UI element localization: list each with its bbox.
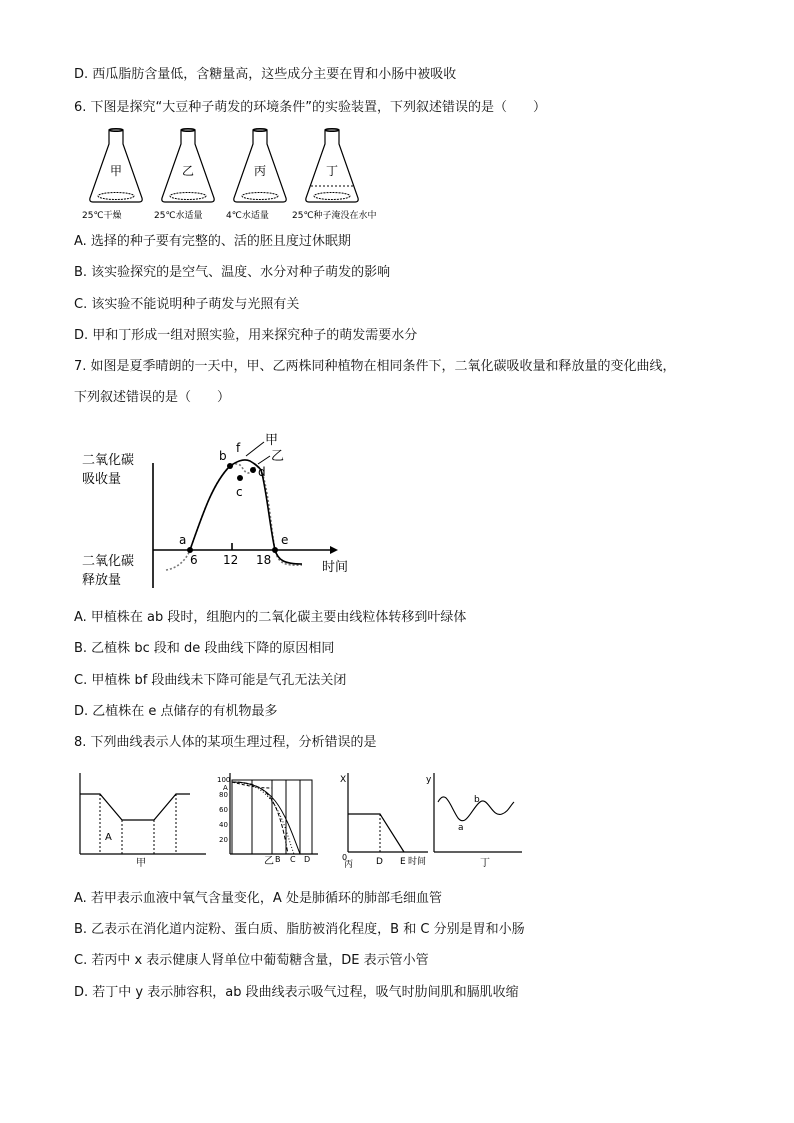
bing-axis-x: X — [340, 775, 347, 785]
point-e: e — [281, 533, 289, 547]
graph-yi — [217, 773, 318, 867]
yi-mark-d: D — [304, 855, 311, 864]
bing-mark-e: E — [400, 857, 406, 867]
yi-tick-100: 100 — [217, 776, 231, 784]
seed-layer — [314, 193, 350, 200]
tick-12: 12 — [223, 553, 239, 567]
q8-stem: 8. 下列曲线表示人体的某项生理过程，分析错误的是 — [74, 735, 377, 750]
seed-layer — [98, 193, 134, 200]
ding-mark-a: a — [458, 823, 464, 833]
yi-caption: 乙 — [264, 856, 274, 867]
flask-label: 丁 — [326, 164, 339, 178]
flask-caption: 25℃干燥 — [82, 211, 122, 221]
y-top-label2: 吸收量 — [82, 472, 122, 487]
bing-mark-d: D — [376, 857, 383, 867]
q6-option-c: C. 该实验不能说明种子萌发与光照有关 — [74, 297, 300, 312]
q6-stem: 6. 下图是探究“大豆种子萌发的环境条件”的实验装置，下列叙述错误的是（ ） — [74, 100, 547, 115]
yi-tick-80: 80 — [219, 791, 228, 799]
q7-option-a: A. 甲植株在 ab 段时，组胞内的二氧化碳主要由线粒体转移到叶绿体 — [74, 610, 467, 625]
q7-option-d: D. 乙植株在 e 点储存的有机物最多 — [74, 704, 278, 719]
yi-mark-c: C — [290, 855, 296, 864]
flask-caption: 25℃水适量 — [154, 211, 203, 221]
y-bottom-label2: 释放量 — [82, 573, 122, 588]
point-a: a — [179, 533, 187, 547]
point-b: b — [219, 449, 227, 463]
y-bottom-label: 二氧化碳 — [82, 554, 135, 569]
q7-option-c: C. 甲植株 bf 段曲线未下降可能是气孔无法关闭 — [74, 673, 347, 688]
flask-label: 乙 — [182, 164, 195, 178]
flask-3 — [226, 129, 286, 222]
curve-jia — [190, 460, 302, 564]
q6-option-b: B. 该实验探究的是空气、温度、水分对种子萌发的影响 — [74, 265, 391, 280]
q7-stem-line1: 7. 如图是夏季晴朗的一天中，甲、乙两株同种植物在相同条件下，二氧化碳吸收量和释放量的变化曲线， — [74, 359, 676, 374]
graph-bing — [340, 773, 428, 868]
q7-option-b: B. 乙植株 bc 段和 de 段曲线下降的原因相同 — [74, 641, 335, 656]
tick-18: 18 — [256, 553, 272, 567]
point-f: f — [236, 441, 241, 455]
physio-graphs — [78, 768, 528, 868]
q5-option-d: D. 西瓜脂肪含量低，含糖量高，这些成分主要在胃和小肠中被吸收 — [74, 67, 457, 82]
bing-x-label: 时间 — [408, 857, 427, 867]
point-c: c — [236, 485, 243, 499]
flask-4 — [292, 129, 377, 222]
yi-mark-a: A — [223, 784, 228, 792]
flask-figure — [82, 128, 402, 224]
legend-jia: 甲 — [265, 433, 279, 448]
q8-option-d: D. 若丁中 y 表示肺容积，ab 段曲线表示吸气过程，吸气时肋间肌和膈肌收缩 — [74, 985, 519, 1000]
jia-caption: 甲 — [136, 858, 146, 868]
q6-option-a: A. 选择的种子要有完整的、活的胚且度过休眠期 — [74, 234, 351, 249]
flask-label: 甲 — [110, 164, 123, 178]
co2-graph — [78, 428, 368, 593]
x-axis-label: 时间 — [322, 560, 349, 575]
graph-ding — [426, 773, 522, 868]
y-top-label: 二氧化碳 — [82, 453, 135, 468]
bing-caption: 丙 — [344, 860, 354, 868]
yi-mark-b: B — [275, 855, 281, 864]
flask-2 — [154, 129, 214, 222]
yi-tick-20: 20 — [219, 836, 228, 844]
point-d: d — [258, 465, 266, 479]
yi-tick-40: 40 — [219, 821, 228, 829]
q6-option-d: D. 甲和丁形成一组对照实验，用来探究种子的萌发需要水分 — [74, 328, 418, 343]
ding-mark-b: b — [474, 795, 480, 805]
q8-option-a: A. 若甲表示血液中氧气含量变化，A 处是肺循环的肺部毛细血管 — [74, 891, 442, 906]
q7-stem-line2: 下列叙述错误的是（ ） — [74, 390, 231, 405]
flask-label: 丙 — [254, 164, 267, 178]
flask-1 — [82, 129, 142, 222]
seed-layer — [170, 193, 206, 200]
q8-option-c: C. 若丙中 x 表示健康人肾单位中葡萄糖含量，DE 表示管小管 — [74, 953, 429, 968]
q8-option-b: B. 乙表示在消化道内淀粉、蛋白质、脂肪被消化程度，B 和 C 分别是胃和小肠 — [74, 922, 525, 937]
ding-caption: 丁 — [480, 858, 490, 868]
flask-caption: 25℃种子淹没在水中 — [292, 211, 377, 221]
yi-tick-60: 60 — [219, 806, 228, 814]
seed-layer — [242, 193, 278, 200]
legend-yi: 乙 — [271, 449, 285, 464]
tick-6: 6 — [190, 553, 198, 567]
graph-jia — [80, 773, 206, 868]
ding-axis-y: y — [426, 775, 432, 785]
jia-mark-a: A — [105, 832, 112, 843]
bing-origin: 0 — [342, 853, 348, 862]
flask-caption: 4℃水适量 — [226, 211, 269, 221]
